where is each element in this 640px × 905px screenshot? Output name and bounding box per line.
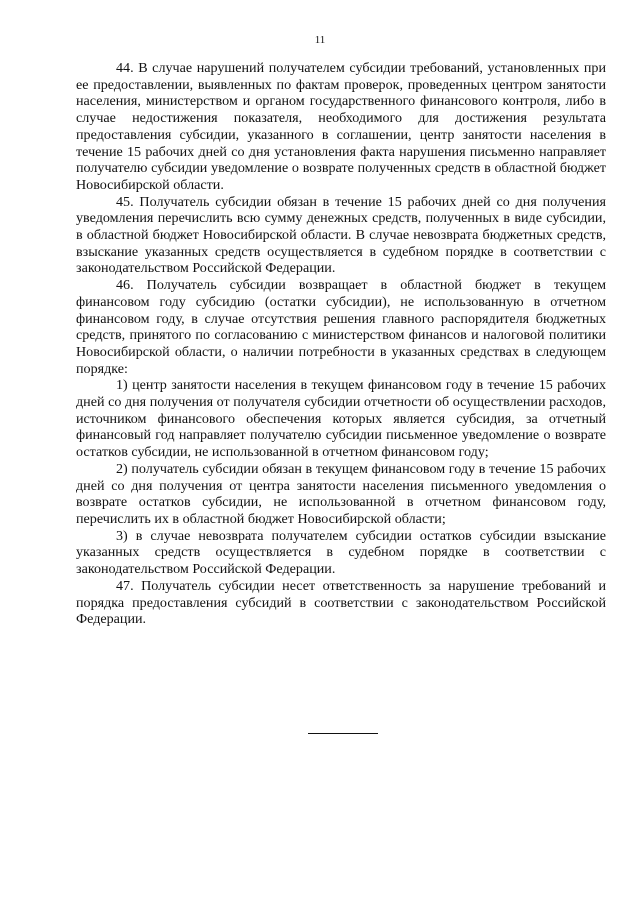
- paragraph-46-item-1: 1) центр занятости населения в текущем финансовом году в течение 15 рабочих дней со дня получения от получателя субсидии отчетности об осуществлении расходов, источником финансового обеспечения которых является субсидия, за отчетный финансовый год направляет получателю субсидии письменное уведомление о возврате остатков субсидии, не использованной в отчетном финансовом году;: [76, 377, 606, 461]
- page-number: 11: [314, 34, 326, 46]
- paragraph-46: 46. Получатель субсидии возвращает в областной бюджет в текущем финансовом году субсидию (остатки субсидии), не использованную в отчетном финансовом году, в случае отсутствия решения главного распорядителя бюджетных средств, принятого по согласованию с министерством финансов и налоговой политики Новосибирской области, о наличии потребности в указанных средствах в следующем порядке:: [76, 277, 606, 377]
- paragraph-44: 44. В случае нарушений получателем субсидии требований, установленных при ее предоставлении, выявленных по фактам проверок, проведенных центром занятости населения, министерством и органом государственного финансового контроля, либо в случае недостижения показателя, необходимого для достижения результата предоставления субсидии, указанного в соглашении, центр занятости населения в течение 15 рабочих дней со дня установления факта нарушения письменно направляет получателю субсидии уведомление о возврате полученных средств в областной бюджет Новосибирской области.: [76, 60, 606, 193]
- paragraph-46-item-2: 2) получатель субсидии обязан в текущем финансовом году в течение 15 рабочих дней со дня получения от центра занятости населения письменного уведомления о возврате остатков субсидии, не использованной в отчетном финансовом году, перечислить их в областной бюджет Новосибирской области;: [76, 460, 606, 527]
- end-of-document-rule: [308, 733, 378, 734]
- document-body: [76, 60, 606, 628]
- paragraph-46-item-3: 3) в случае невозврата получателем субсидии остатков субсидии взыскание указанных средств осуществляется в судебном порядке в соответствии с законодательством Российской Федерации.: [76, 527, 606, 578]
- paragraph-47: 47. Получатель субсидии несет ответственность за нарушение требований и порядка предоставления субсидий в соответствии с законодательством Российской Федерации.: [76, 577, 606, 628]
- paragraph-45: 45. Получатель субсидии обязан в течение 15 рабочих дней со дня получения уведомления перечислить всю сумму денежных средств, полученных в виде субсидии, в областной бюджет Новосибирской области. В случае невозврата бюджетных средств, взыскание указанных средств осуществляется в судебном порядке в соответствии с законодательством Российской Федерации.: [76, 193, 606, 277]
